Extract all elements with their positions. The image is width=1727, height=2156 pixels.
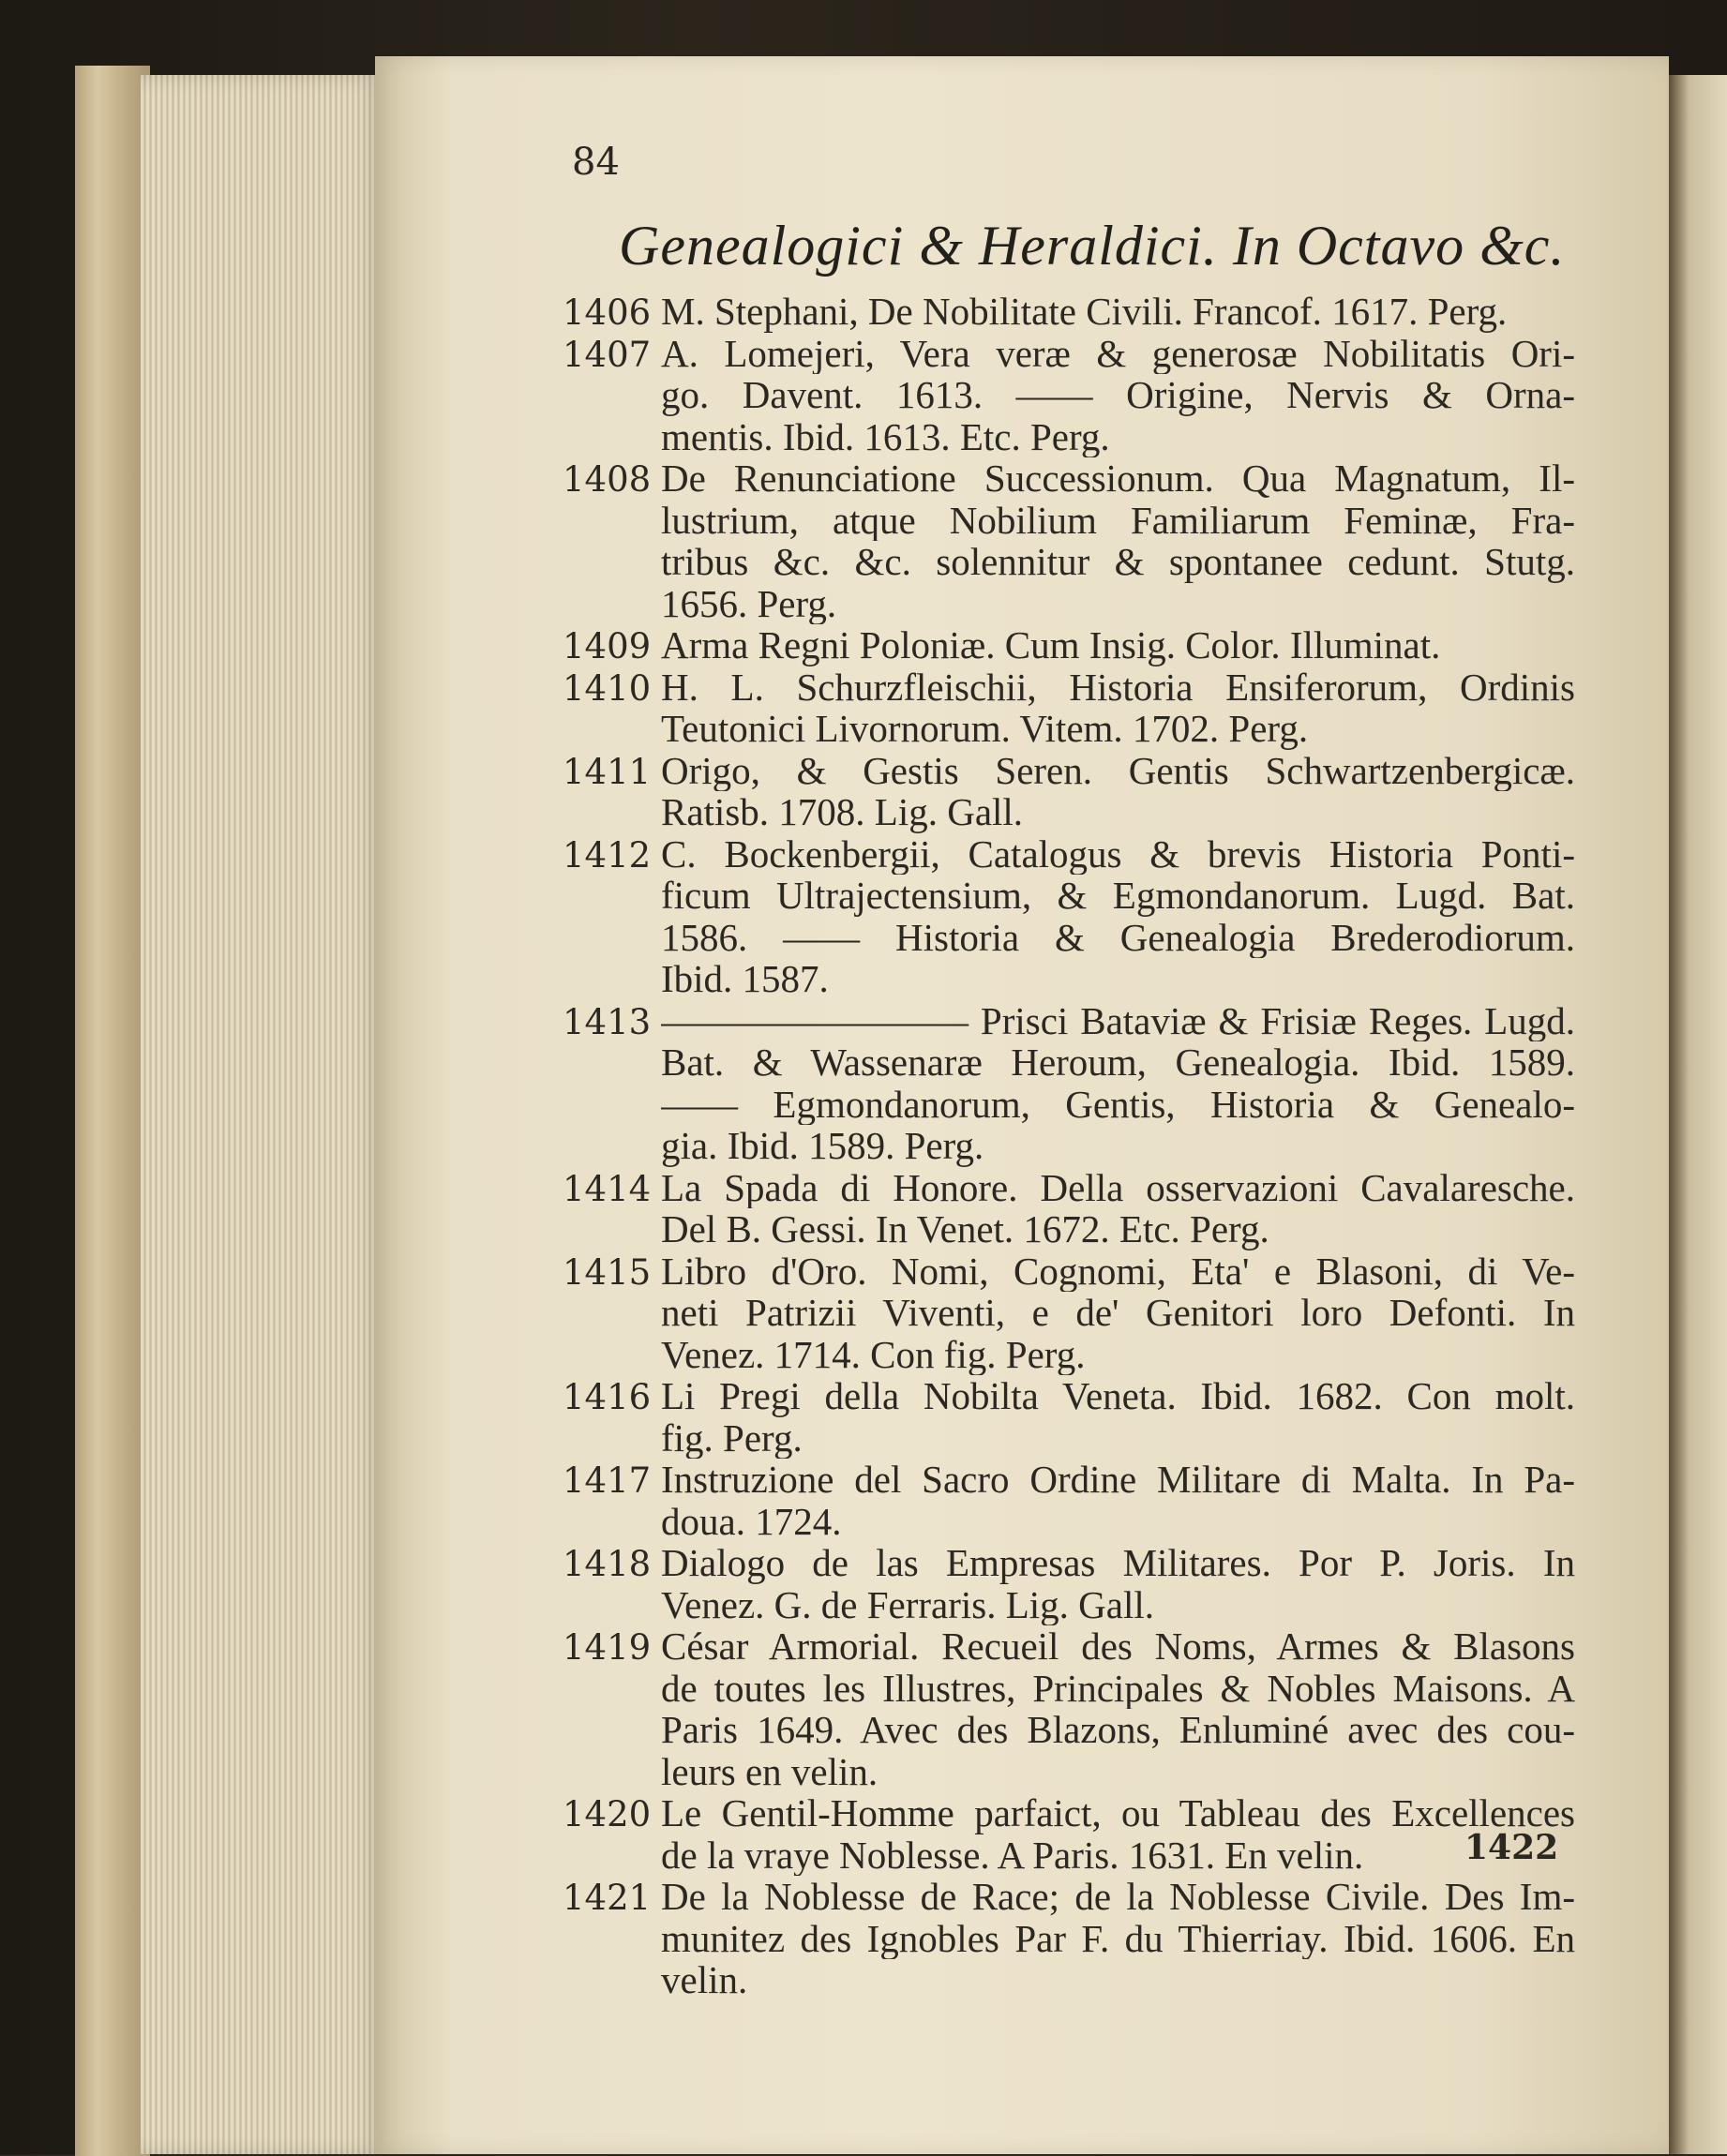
entry-line: fig. Perg. bbox=[661, 1416, 803, 1459]
catalogue-entry bbox=[563, 457, 1575, 624]
entry-line: de la vraye Noblesse. A Paris. 1631. En velin. bbox=[661, 1834, 1364, 1876]
entry-line: Arma Regni Poloniæ. Cum Insig. Color. Illuminat. bbox=[661, 624, 1441, 666]
entry-line: Origo, & Gestis Seren. Gentis Schwartzenbergicæ. bbox=[661, 749, 1575, 791]
catalogue-entry bbox=[563, 1625, 1575, 1792]
entry-line: Libro d'Oro. Nomi, Cognomi, Eta' e Blasoni, di Ve- bbox=[661, 1250, 1575, 1292]
catalogue-entry bbox=[563, 1250, 1575, 1376]
catalogue-entry bbox=[563, 624, 1575, 666]
entry-line: La Spada di Honore. Della osservazioni Cavalaresche. bbox=[661, 1166, 1575, 1208]
entry-line: velin. bbox=[661, 1959, 748, 2001]
catalogue-entry bbox=[563, 1375, 1575, 1459]
entry-line: mentis. Ibid. 1613. Etc. Perg. bbox=[661, 415, 1110, 457]
entry-line: —— Egmondanorum, Gentis, Historia & Genealo- bbox=[661, 1083, 1575, 1125]
entry-number: 1415 bbox=[563, 1251, 652, 1293]
entry-line: Bat. & Wassenaræ Heroum, Genealogia. Ibid. 1589. bbox=[661, 1041, 1575, 1084]
entry-line: Del B. Gessi. In Venet. 1672. Etc. Perg. bbox=[661, 1208, 1269, 1250]
entry-line: Dialogo de las Empresas Militares. Por P. Joris. In bbox=[661, 1542, 1575, 1584]
book-binding bbox=[75, 66, 150, 2156]
catalogue-entry bbox=[563, 291, 1575, 333]
entry-line: ficum Ultrajectensium, & Egmondanorum. Lugd. Bat. bbox=[661, 875, 1575, 917]
page-number: 84 bbox=[572, 141, 620, 184]
entry-line: leurs en velin. bbox=[661, 1750, 879, 1792]
entry-line: 1656. Perg. bbox=[661, 582, 837, 624]
entry-line: C. Bockenbergii, Catalogus & brevis Historia Ponti- bbox=[661, 832, 1575, 875]
entry-line: A. Lomejeri, Vera veræ & generosæ Nobilitatis Ori- bbox=[661, 332, 1575, 374]
entry-line: Ibid. 1587. bbox=[661, 958, 829, 1000]
entry-line: Venez. G. de Ferraris. Lig. Gall. bbox=[661, 1583, 1154, 1625]
entry-line: Le Gentil-Homme parfaict, ou Tableau des Excellences bbox=[661, 1792, 1575, 1834]
entry-line: H. L. Schurzfleischii, Historia Ensiferorum, Ordinis bbox=[661, 666, 1575, 708]
entry-number: 1421 bbox=[563, 1878, 652, 1918]
entry-number: 1410 bbox=[563, 667, 652, 709]
entry-number: 1417 bbox=[563, 1460, 652, 1501]
entry-number: 1418 bbox=[563, 1544, 652, 1584]
catalogue-entry bbox=[563, 1167, 1575, 1250]
entry-number: 1411 bbox=[563, 751, 652, 792]
entry-number: 1416 bbox=[563, 1377, 652, 1417]
entry-number: 1413 bbox=[563, 1001, 652, 1042]
entry-line: Teutonici Livornorum. Vitem. 1702. Perg. bbox=[661, 708, 1309, 750]
entry-number: 1409 bbox=[563, 626, 652, 666]
catalogue-entry bbox=[563, 1792, 1575, 1876]
catalogue-entry bbox=[563, 1459, 1575, 1542]
entry-line: ———————— Prisci Bataviæ & Frisiæ Reges. Lugd. bbox=[661, 999, 1575, 1041]
entry-line: M. Stephani, De Nobilitate Civili. Francof. 1617. Perg. bbox=[661, 291, 1508, 333]
running-head: Genealogici & Heraldici. In Octavo &c. bbox=[619, 215, 1566, 277]
entry-line: 1586. —— Historia & Genealogia Brederodiorum. bbox=[661, 916, 1575, 958]
catalogue-entry bbox=[563, 1000, 1575, 1167]
catalogue-entry bbox=[563, 750, 1575, 833]
page-edges bbox=[141, 75, 384, 2154]
facing-page-edge bbox=[1669, 75, 1727, 2154]
entry-number: 1408 bbox=[563, 459, 652, 500]
entry-line: neti Patrizii Viventi, e de' Genitori loro Defonti. In bbox=[661, 1292, 1575, 1334]
entry-line: De Renunciatione Successionum. Qua Magnatum, Il- bbox=[661, 457, 1575, 500]
entry-number: 1414 bbox=[563, 1168, 652, 1209]
entry-number: 1407 bbox=[563, 334, 652, 375]
catchword: 1422 bbox=[1464, 1828, 1559, 1867]
catalogue-entry bbox=[563, 1542, 1575, 1625]
entry-number: 1412 bbox=[563, 834, 652, 876]
entry-line: Venez. 1714. Con fig. Perg. bbox=[661, 1333, 1086, 1375]
entry-number: 1406 bbox=[563, 292, 652, 333]
catalogue-entry bbox=[563, 666, 1575, 750]
catalogue-entries bbox=[563, 291, 1575, 2001]
entry-line: Li Pregi della Nobilta Veneta. Ibid. 1682. Con molt. bbox=[661, 1375, 1575, 1417]
entry-line: Ratisb. 1708. Lig. Gall. bbox=[661, 791, 1024, 833]
entry-line: De la Noblesse de Race; de la Noblesse Civile. Des Im- bbox=[661, 1876, 1575, 1918]
entry-line: de toutes les Illustres, Principales & Nobles Maisons. A bbox=[661, 1667, 1575, 1709]
entry-line: Paris 1649. Avec des Blazons, Enluminé avec des cou- bbox=[661, 1709, 1575, 1751]
entry-line: munitez des Ignobles Par F. du Thierriay. Ibid. 1606. En bbox=[661, 1917, 1575, 1959]
catalogue-entry bbox=[563, 833, 1575, 1000]
entry-line: tribus &c. &c. solennitur & spontanee cedunt. Stutg. bbox=[661, 541, 1575, 583]
entry-line: lustrium, atque Nobilium Familiarum Feminæ, Fra- bbox=[661, 499, 1575, 541]
catalogue-entry bbox=[563, 1876, 1575, 2001]
entry-line: gia. Ibid. 1589. Perg. bbox=[661, 1125, 984, 1167]
entry-line: go. Davent. 1613. —— Origine, Nervis & Orna- bbox=[661, 374, 1575, 416]
entry-number: 1419 bbox=[563, 1627, 652, 1668]
entry-number: 1420 bbox=[563, 1794, 652, 1834]
entry-line: Instruzione del Sacro Ordine Militare di Malta. In Pa- bbox=[661, 1459, 1575, 1501]
entry-line: doua. 1724. bbox=[661, 1500, 842, 1542]
entry-line: César Armorial. Recueil des Noms, Armes & Blasons bbox=[661, 1625, 1575, 1668]
catalogue-entry bbox=[563, 333, 1575, 458]
